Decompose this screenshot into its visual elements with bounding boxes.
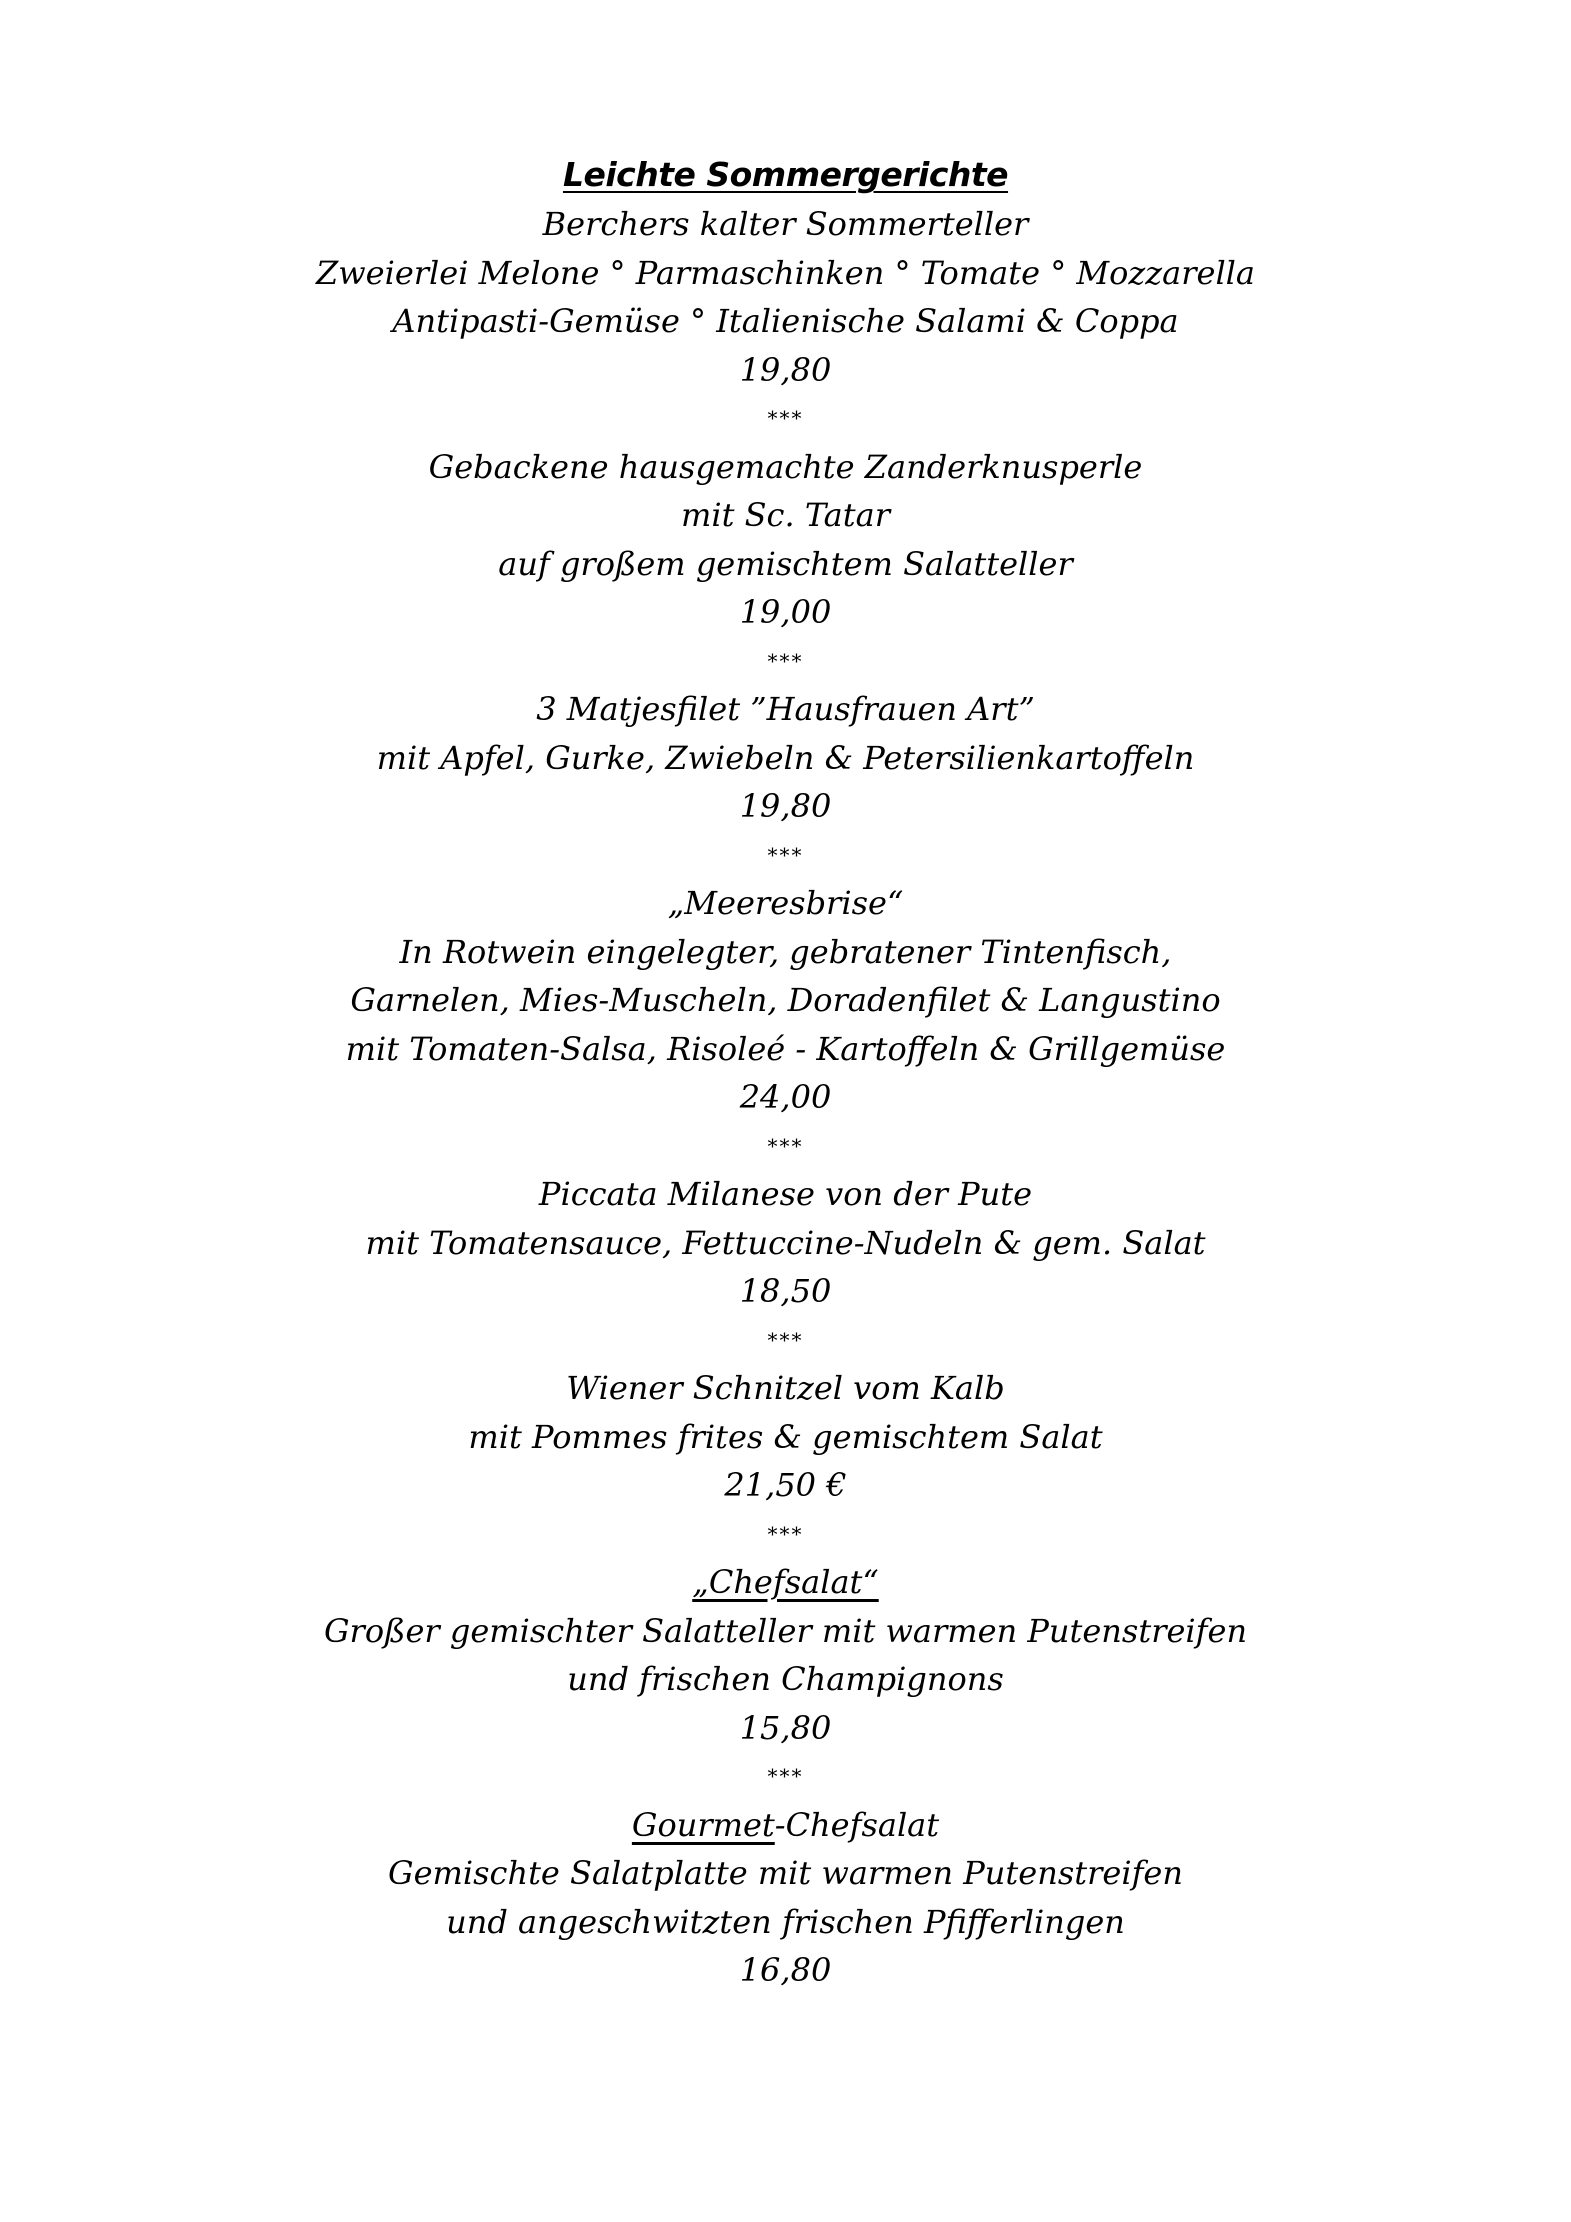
dish-description-line: mit Apfel, Gurke, Zwiebeln & Petersilienkartoffeln <box>376 738 1195 777</box>
dish-name: Berchers kalter Sommerteller <box>542 205 1029 243</box>
dish-description-line: und angeschwitzten frischen Pfifferlingen <box>446 1902 1125 1941</box>
dish-name: Gebackene hausgemachte Zanderknusperle <box>428 447 1143 486</box>
dish-price: 19,80 <box>739 787 832 825</box>
dish-separator: *** <box>767 1327 804 1352</box>
dish-wiener-schnitzel <box>0 1364 1571 1558</box>
dish-price: 19,80 <box>739 350 832 389</box>
dish-name-rest-part: -Chefsalat <box>774 1805 940 1844</box>
dish-price: 21,50 € <box>724 1466 847 1504</box>
dish-description-line: auf großem gemischtem Salatteller <box>498 544 1073 583</box>
dish-meeresbrise <box>0 879 1571 1170</box>
dish-bercher-sommerteller <box>0 200 1571 443</box>
dish-piccata-milanese <box>0 1170 1571 1364</box>
dish-name-line <box>0 1801 1571 1850</box>
dish-price: 24,00 <box>739 1078 832 1116</box>
dish-price: 18,50 <box>739 1272 832 1310</box>
dish-name: Wiener Schnitzel vom Kalb <box>566 1369 1005 1407</box>
dish-separator: *** <box>767 842 804 867</box>
dish-description-line: und frischen Champignons <box>567 1660 1004 1698</box>
dish-description-line: mit Tomaten-Salsa, Risoleé - Kartoffeln & Grillgemüse <box>345 1029 1226 1068</box>
dish-separator: *** <box>767 1521 804 1546</box>
dish-description-line: In Rotwein eingelegter, gebratener Tintenfisch, <box>399 932 1172 971</box>
dish-chefsalat <box>0 1558 1571 1801</box>
dish-separator: *** <box>767 1133 804 1158</box>
dish-description-line: Zweierlei Melone ° Parmaschinken ° Tomate ° Mozzarella <box>316 253 1255 292</box>
dish-separator: *** <box>767 406 804 430</box>
dish-name: Piccata Milanese von der Pute <box>538 1175 1033 1213</box>
dish-separator: *** <box>767 648 804 673</box>
dish-description-line: Großer gemischter Salatteller mit warmen Putenstreifen <box>323 1611 1248 1650</box>
dish-description-line: Antipasti-Gemüse ° Italienische Salami & Coppa <box>392 302 1179 340</box>
dish-gourmet-chefsalat <box>0 1801 1571 1995</box>
dish-description-line: Gemischte Salatplatte mit warmen Putenstreifen <box>388 1854 1183 1892</box>
dish-separator: *** <box>767 1764 804 1788</box>
dish-name-underlined-part: Gourmet <box>631 1805 775 1844</box>
dish-zanderknusperle <box>0 443 1571 686</box>
dish-price: 16,80 <box>739 1951 832 1989</box>
dish-matjesfilet <box>0 685 1571 879</box>
dish-description-line: Garnelen, Mies-Muscheln, Doradenfilet & Langustino <box>350 981 1221 1019</box>
dish-name: „Chefsalat“ <box>692 1563 879 1601</box>
dish-description-line: mit Sc. Tatar <box>681 496 890 534</box>
dish-name: „Meeresbrise“ <box>667 884 904 922</box>
dish-name-line <box>0 1558 1571 1607</box>
dish-price: 19,00 <box>739 593 832 631</box>
dish-name: 3 Matjesfilet ”Hausfrauen Art” <box>536 690 1035 728</box>
dish-description-line: mit Tomatensauce, Fettuccine-Nudeln & gem. Salat <box>365 1223 1206 1262</box>
menu-content <box>0 150 1571 1995</box>
dish-description-line: mit Pommes frites & gemischtem Salat <box>468 1417 1103 1456</box>
menu-title: Leichte Sommergerichte <box>562 155 1009 194</box>
dish-price: 15,80 <box>739 1708 832 1747</box>
